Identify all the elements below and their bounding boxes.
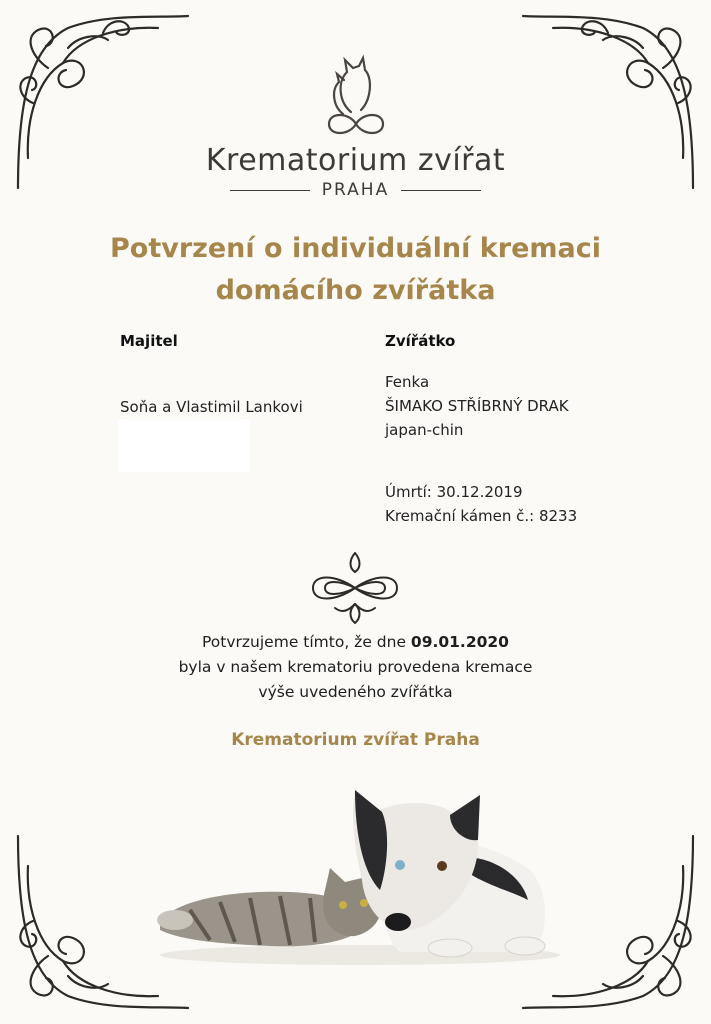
cremation-date: 09.01.2020 (410, 633, 509, 651)
owner-heading: Majitel (120, 332, 178, 350)
cremation-stone-number: Kremační kámen č.: 8233 (385, 507, 578, 525)
brand-rule-right (401, 190, 481, 191)
pet-breed: japan-chin (385, 421, 464, 439)
owner-names: Soňa a Vlastimil Lankovi (120, 398, 303, 416)
pet-dates (385, 480, 577, 528)
flourish-ornament-icon (305, 548, 405, 628)
title-line-1: Potvrzení o individuální kremaci (109, 233, 602, 264)
confirmation-text (0, 630, 711, 705)
confirmation-prefix: Potvrzujeme tímto, že dne (202, 633, 411, 651)
certificate-title (0, 228, 711, 312)
pet-heading: Zvířátko (385, 332, 456, 350)
title-line-2: domácího zvířátka (215, 275, 496, 306)
pet-details (385, 370, 569, 442)
redacted-area (118, 420, 250, 472)
pet-sex: Fenka (385, 373, 430, 391)
dog-and-cat-photo (150, 770, 570, 970)
cat-dog-infinity-icon (321, 52, 391, 140)
brand-rule-left (230, 190, 310, 191)
pet-name: ŠIMAKO STŘÍBRNÝ DRAK (385, 397, 569, 415)
brand-city (0, 180, 711, 200)
confirmation-line-3: výše uvedeného zvířátka (258, 683, 453, 701)
brand-header (0, 52, 711, 200)
confirmation-line-2: byla v našem krematoriu provedena kremace (178, 658, 533, 676)
pet-death-date: Úmrtí: 30.12.2019 (385, 483, 523, 501)
confirmation-line-1 (0, 630, 711, 655)
brand-name: Krematorium zvířat (205, 143, 506, 178)
brand-city-text: PRAHA (321, 180, 390, 200)
signature: Krematorium zvířat Praha (231, 730, 480, 750)
